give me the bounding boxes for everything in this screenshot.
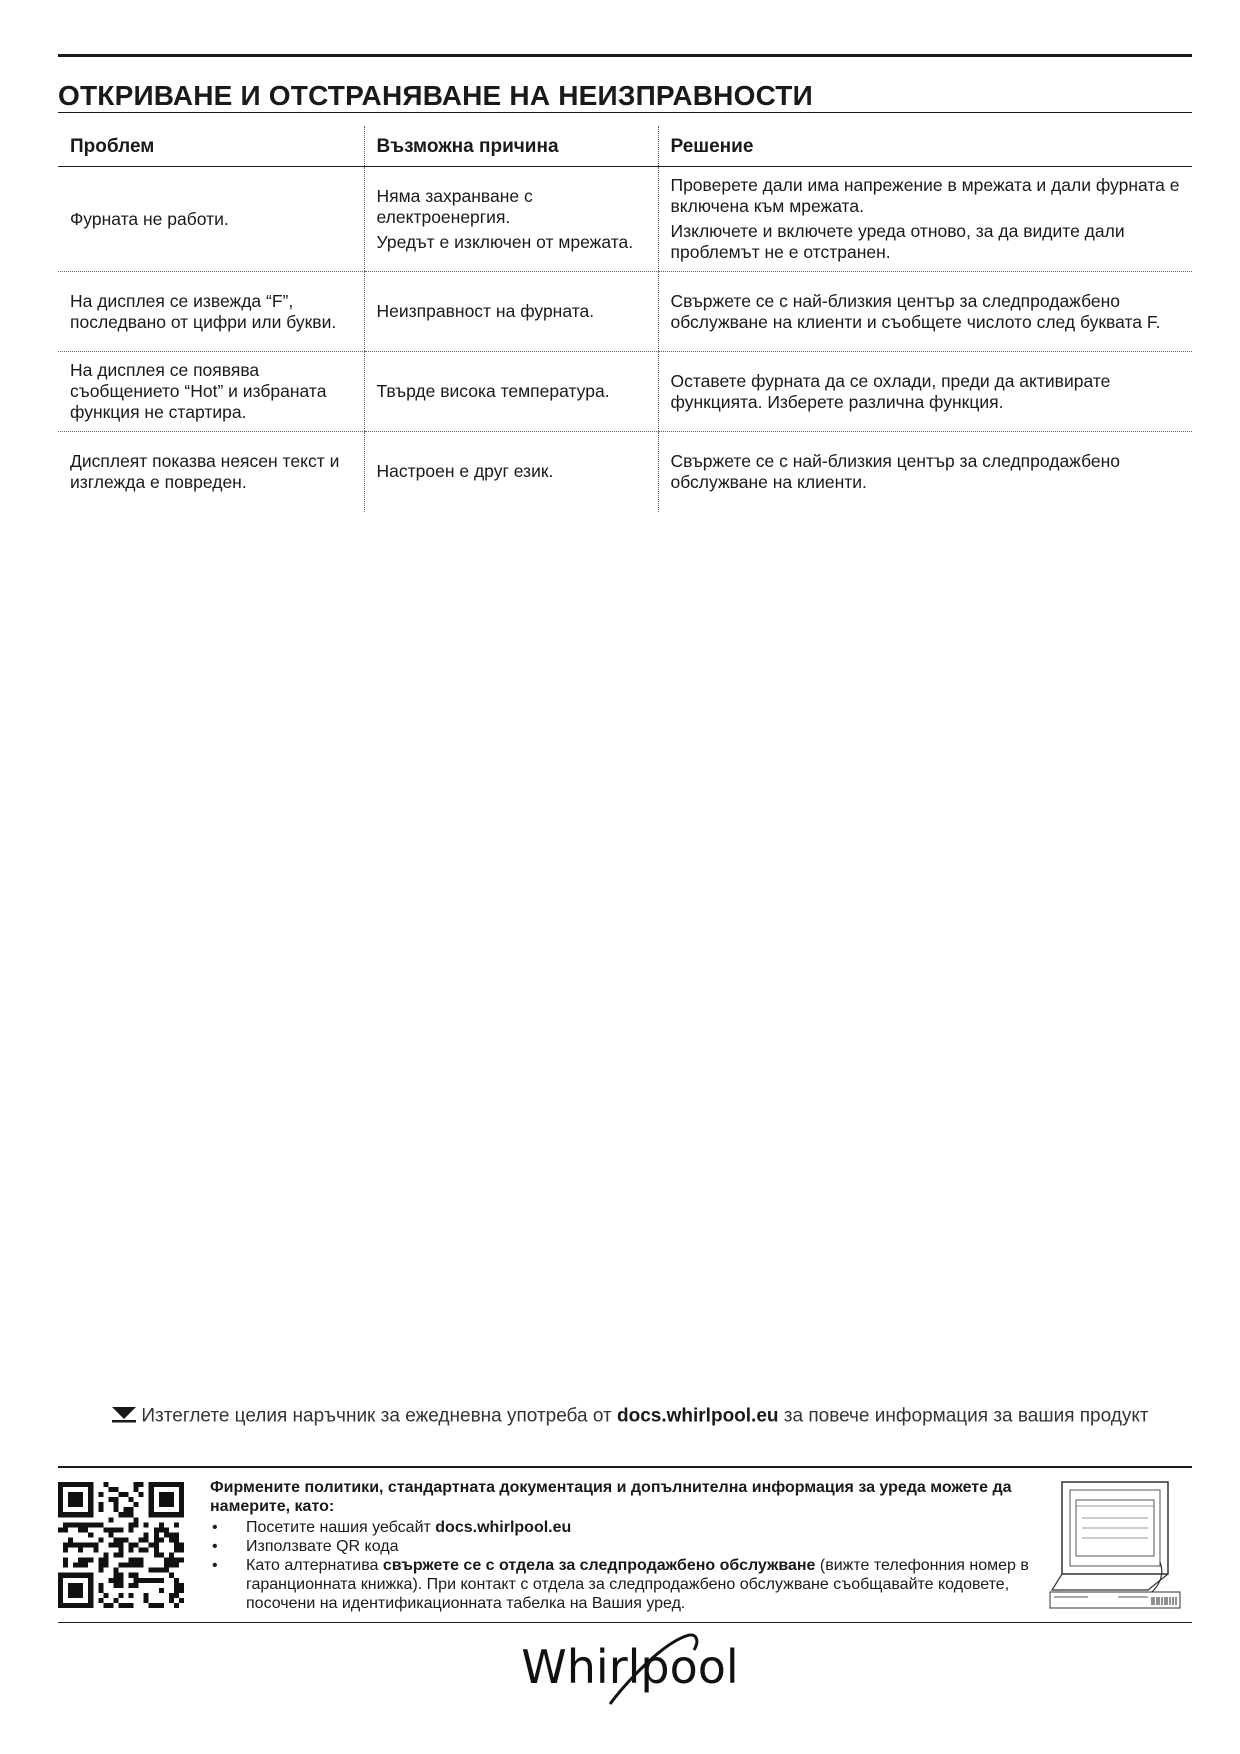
download-arrow-icon [111,1404,137,1429]
whirlpool-logo [510,1628,750,1710]
problem-text: На дисплея се появява съобщението “Hot” и избраната функция не стартира. [70,360,327,422]
cause-cell [364,272,658,352]
solution-text: Свържете се с най-близкия център за следпродажбено обслужване на клиенти. [670,450,1121,492]
page-title: ОТКРИВАНЕ И ОТСТРАНЯВАНЕ НА НЕИЗПРАВНОСТИ [58,80,813,111]
cause-cell [364,432,658,512]
info-heading: Фирмените политики, стандартната документация и допълнителна информация за уреда можете да намерите, като: [210,1479,1012,1515]
footer-top-rule [58,1466,1192,1468]
logo-text: Whirlpool [521,1640,739,1694]
cause-text: Уредът е изключен от мрежата. [376,231,634,252]
info-list [210,1518,1040,1613]
solution-text: Изключете и включете уреда отново, за да видите дали проблемът не е отстранен. [670,221,1125,262]
info-item-text: Като алтернатива [246,1557,379,1574]
download-note [90,1404,1170,1429]
problem-cell [58,272,364,352]
solution-text: Оставете фурната да се охлади, преди да активирате функцията. Изберете различна функция. [670,370,1111,412]
solution-cell [658,167,1192,272]
list-item [210,1556,1040,1613]
cause-text: Настроен е друг език. [376,461,554,482]
problem-text: На дисплея се извежда “F”, последвано от цифри или букви. [70,290,337,332]
download-link[interactable]: docs.whirlpool.eu [617,1405,779,1427]
problem-text: Фурната не работи. [70,208,229,229]
solution-text: Проверете дали има напрежение в мрежата и дали фурната е включена към мрежата. [670,175,1180,216]
problem-cell [58,167,364,272]
info-item-text: Използвате QR кода [246,1538,399,1555]
info-block [210,1478,1040,1613]
download-text-before: Изтеглете целия наръчник за ежедневна употреба от [141,1405,612,1427]
table-header-row [58,126,1192,167]
problem-cell [58,432,364,512]
footer-bottom-rule [58,1622,1192,1623]
cause-text: Няма захранване с електроенергия. [376,185,533,227]
column-header-cause: Възможна причина [364,126,658,167]
troubleshooting-table [58,126,1192,512]
problem-text: Дисплеят показва неясен текст и изглежда е повреден. [70,450,340,492]
table-row [58,167,1192,272]
download-text-after: за повече информация за вашия продукт [783,1405,1149,1427]
list-item [210,1537,1040,1556]
problem-cell [58,352,364,432]
table-row [58,272,1192,352]
solution-text: Свържете се с най-близкия център за следпродажбено обслужване на клиенти и съобщете числото след буквата F. [670,290,1161,332]
website-link[interactable]: docs.whirlpool.eu [435,1519,572,1536]
cause-cell [364,167,658,272]
solution-cell [658,272,1192,352]
solution-cell [658,352,1192,432]
column-header-problem: Проблем [58,126,364,167]
info-item-bold: свържете се с отдела за следпродажбено обслужване [382,1557,816,1574]
top-rule [58,54,1192,57]
cause-cell [364,352,658,432]
table-row [58,432,1192,512]
qr-code[interactable] [58,1482,184,1608]
table-row [58,352,1192,432]
info-item-text: Посетите нашия уебсайт [246,1519,431,1536]
cause-text: Неизправност на фурната. [376,301,595,321]
column-header-solution: Решение [658,126,1192,167]
cause-text: Твърде висока температура. [376,381,610,401]
oven-rating-plate-icon [1048,1478,1182,1612]
info-item-text: (вижте телефонния номер в гаранционната книжка). При контакт с отдела за следпродажбено обслужване съобщавайте кодовете, посочени на идентификационната табелка на Вашия уред. [246,1557,1029,1612]
list-item [210,1518,1040,1537]
title-rule [58,112,1192,113]
solution-cell [658,432,1192,512]
